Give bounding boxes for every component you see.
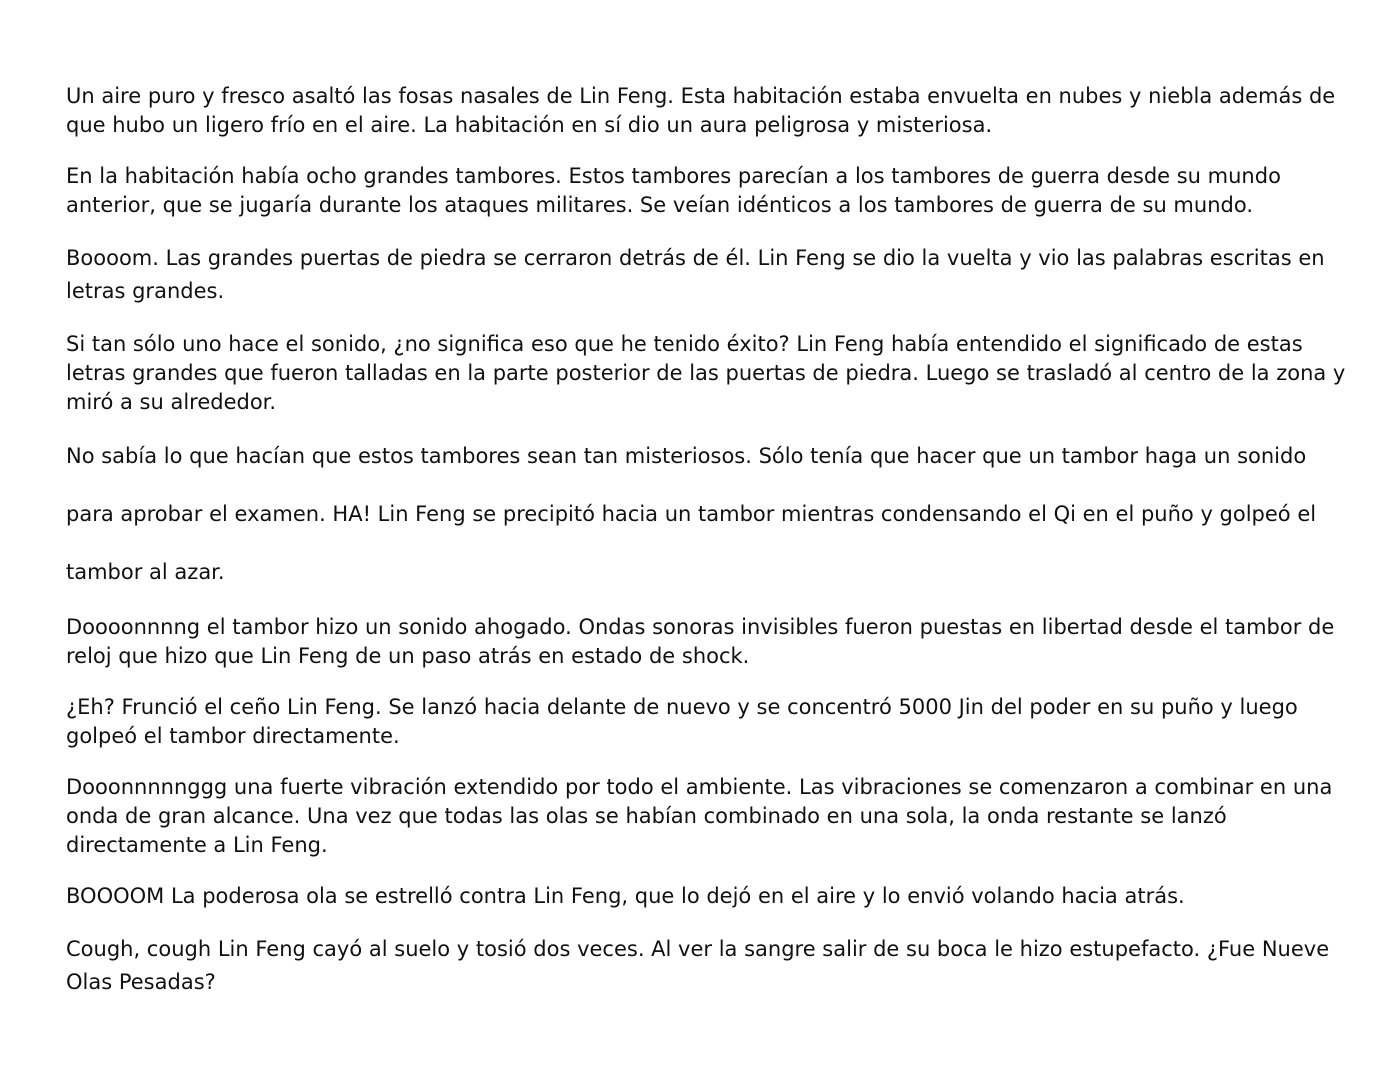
paragraph-2: En la habitación había ocho grandes tambores. Estos tambores parecían a los tambores de guerra desde su mundo anterior, que se jugaría durante los ataques militares. Se veían idénticos a los tambores de guerra de su mundo. — [66, 164, 1281, 217]
paragraph-10: Cough, cough Lin Feng cayó al suelo y tosió dos veces. Al ver la sangre salir de su boca le hizo estupefacto. ¿Fue Nueve Olas Pesadas? — [66, 937, 1330, 994]
paragraph-5: No sabía lo que hacían que estos tambores sean tan misteriosos. Sólo tenía que hacer que un tambor haga un sonido para aprobar el examen. HA! Lin Feng se precipitó hacia un tambor mientras condensando el Qi en el puño y golpeó el tambor al azar. — [66, 444, 1317, 584]
paragraph-9: BOOOOM La poderosa ola se estrelló contra Lin Feng, que lo dejó en el aire y lo envió volando hacia atrás. — [66, 884, 1185, 908]
paragraph-6: Doooonnnng el tambor hizo un sonido ahogado. Ondas sonoras invisibles fueron puestas en libertad desde el tambor de reloj que hizo que Lin Feng de un paso atrás en estado de shock. — [66, 615, 1335, 668]
paragraph-1: Un aire puro y fresco asaltó las fosas nasales de Lin Feng. Esta habitación estaba envuelta en nubes y niebla además de que hubo un ligero frío en el aire. La habitación en sí dio un aura peligrosa y misteriosa. — [66, 84, 1336, 137]
paragraph-4: Si tan sólo uno hace el sonido, ¿no significa eso que he tenido éxito? Lin Feng había entendido el significado de estas letras grandes que fueron talladas en la parte posterior de las puertas de piedra. Luego se trasladó al centro de la zona y miró a su alrededor. — [66, 332, 1346, 414]
paragraph-7: ¿Eh? Frunció el ceño Lin Feng. Se lanzó hacia delante de nuevo y se concentró 5000 Jin del poder en su puño y luego golpeó el tambor directamente. — [66, 695, 1298, 748]
paragraph-3: Boooom. Las grandes puertas de piedra se cerraron detrás de él. Lin Feng se dio la vuelta y vio las palabras escritas en letras grandes. — [66, 246, 1325, 303]
paragraph-8: Dooonnnnnggg una fuerte vibración extendido por todo el ambiente. Las vibraciones se comenzaron a combinar en una onda de gran alcance. Una vez que todas las olas se habían combinado en una sola, la onda restante se lanzó directamente a Lin Feng. — [66, 775, 1333, 857]
